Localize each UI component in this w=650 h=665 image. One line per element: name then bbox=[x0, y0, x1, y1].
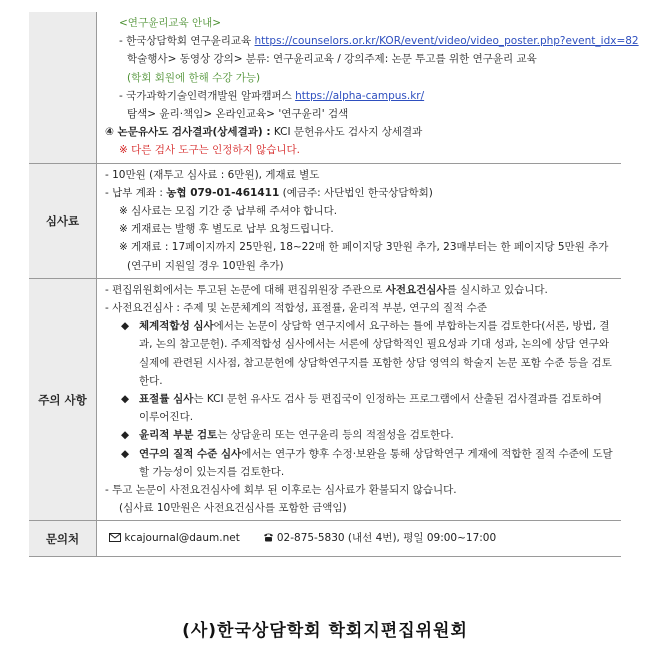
contact-line bbox=[105, 523, 615, 553]
fee-line-account bbox=[105, 184, 615, 202]
diamond-bullet-icon: ◆ bbox=[121, 429, 130, 442]
ethics-kca-path: 학술행사> 동영상 강의> 분류: 연구윤리교육 / 강의주제: 논문 투고를 위한 연구윤리 교육 bbox=[127, 53, 537, 66]
similarity-item bbox=[105, 123, 615, 141]
bullet-ethics-text: 는 상담윤리 또는 연구윤리 등의 적절성을 검토한다. bbox=[217, 429, 454, 442]
caution-line-4: (심사료 10만원은 사전요건심사를 포함한 금액임) bbox=[119, 502, 347, 515]
diamond-bullet-icon: ◆ bbox=[121, 447, 130, 460]
fee-row bbox=[29, 163, 621, 278]
account-number: 농협 079-01-461411 bbox=[166, 186, 280, 199]
fee-line-amount: - 10만원 (재투고 심사료 : 6만원), 게재료 별도 bbox=[105, 168, 320, 181]
envelope-icon bbox=[109, 533, 121, 542]
ethics-kca-label: - 한국상담학회 연구윤리교육 bbox=[119, 35, 252, 48]
bullet-plagiarism bbox=[105, 390, 615, 426]
bullet-quality-text: 에서는 연구가 향후 수정·보완을 통해 상담학연구 게재에 적합한 질적 수준에 도달할 가능성이 있는지를 검토한다. bbox=[139, 447, 613, 478]
similarity-title: ④ 논문유사도 검사결과(상세결과) : bbox=[105, 126, 271, 139]
contact-email[interactable]: kcajournal@daum.net bbox=[124, 532, 240, 545]
ethics-kca-line bbox=[105, 32, 639, 50]
bullet-plagiarism-title: 표절률 심사 bbox=[139, 393, 194, 406]
contact-label: 문의처 bbox=[29, 521, 97, 557]
contact-row bbox=[29, 521, 621, 557]
footer-organization: (사)한국상담학회 학회지편집위원회 bbox=[182, 621, 468, 641]
fee-note-4: (연구비 지원일 경우 10만원 추가) bbox=[127, 259, 284, 272]
account-holder: (예금주: 사단법인 한국상담학회) bbox=[279, 186, 433, 199]
bullet-ethics bbox=[105, 426, 615, 444]
bullet-structure bbox=[105, 317, 615, 390]
bullet-ethics-title: 윤리적 부분 검토 bbox=[139, 429, 218, 442]
fee-note-1: ※ 심사료는 모집 기간 중 납부해 주셔야 합니다. bbox=[119, 205, 338, 218]
ethics-alpha-path: 탐색> 윤리·책임> 온라인교육> '연구윤리' 검색 bbox=[127, 108, 349, 121]
similarity-desc: KCI 문헌유사도 검사지 상세결과 bbox=[270, 126, 423, 139]
bullet-quality-title: 연구의 질적 수준 심사 bbox=[139, 447, 242, 460]
caution-1-bold: 사전요건심사 bbox=[385, 283, 447, 296]
ethics-content bbox=[97, 12, 639, 163]
caution-row bbox=[29, 278, 621, 521]
caution-line-2: - 사전요건심사 : 주제 및 논문체계의 적합성, 표절률, 윤리적 부분, 연구의 질적 수준 bbox=[105, 302, 487, 315]
contact-phone: 02-875-5830 (내선 4번), 평일 09:00~17:00 bbox=[276, 532, 497, 545]
fee-label: 심사료 bbox=[29, 163, 97, 278]
caution-content bbox=[97, 278, 622, 521]
alpha-campus-link[interactable]: https://alpha-campus.kr/ bbox=[295, 89, 425, 102]
ethics-kca-note: (학회 회원에 한해 수강 가능) bbox=[127, 71, 261, 84]
phone-icon bbox=[263, 532, 274, 542]
bullet-structure-title: 체계적합성 심사 bbox=[139, 320, 214, 333]
diamond-bullet-icon: ◆ bbox=[121, 393, 130, 406]
diamond-bullet-icon: ◆ bbox=[121, 320, 130, 333]
ethics-alpha-label: - 국가과학기술인력개발원 알파캠퍼스 bbox=[119, 89, 292, 102]
similarity-warning: ※ 다른 검사 도구는 인정하지 않습니다. bbox=[119, 144, 300, 157]
notice-table bbox=[29, 12, 639, 557]
caution-label: 주의 사항 bbox=[29, 278, 97, 521]
ethics-row bbox=[29, 12, 621, 163]
ethics-label-cell bbox=[29, 12, 97, 163]
bullet-structure-text: 에서는 논문이 상담학 연구지에서 요구하는 틀에 부합하는지를 검토한다(서론, 방법, 결과, 논의 참고문헌). 주제적합성 심사에서는 서론에 상담학적인 필요성과 기대 성과, 논의에 상담 연구와 실제에 관련된 시사점, 참고문헌에 상담학연구지를 포함한 상담 영역의 학술지 논문 포함 수준 등을 검토한다. bbox=[139, 320, 612, 387]
ethics-alpha-line bbox=[105, 87, 615, 105]
caution-line-3: - 투고 논문이 사전요건심사에 회부 된 이후로는 심사료가 환불되지 않습니다. bbox=[105, 484, 457, 497]
caution-1-suffix: 를 실시하고 있습니다. bbox=[446, 283, 548, 296]
fee-note-2: ※ 게재료는 발행 후 별도로 납부 요청드립니다. bbox=[119, 223, 334, 236]
account-label: - 납부 계좌 : bbox=[105, 186, 167, 199]
bullet-plagiarism-text: 는 KCI 문헌 유사도 검사 등 편집국이 인정하는 프로그램에서 산출된 검사결과를 검토하여 이루어진다. bbox=[139, 393, 602, 424]
caution-1-prefix: - 편집위원회에서는 투고된 논문에 대해 편집위원장 주관으로 bbox=[105, 283, 386, 296]
ethics-header: <연구윤리교육 안내> bbox=[119, 17, 222, 29]
fee-content bbox=[97, 163, 622, 278]
kca-ethics-link[interactable]: https://counselors.or.kr/KOR/event/video/video_poster.php?event_idx=82 bbox=[254, 35, 639, 48]
caution-line-1 bbox=[105, 281, 615, 299]
bullet-quality bbox=[105, 445, 615, 481]
fee-note-3: ※ 게재료 : 17페이지까지 25만원, 18~22매 한 페이지당 3만원 추가, 23매부터는 한 페이지당 5만원 추가 bbox=[119, 241, 609, 254]
contact-content bbox=[97, 521, 622, 557]
